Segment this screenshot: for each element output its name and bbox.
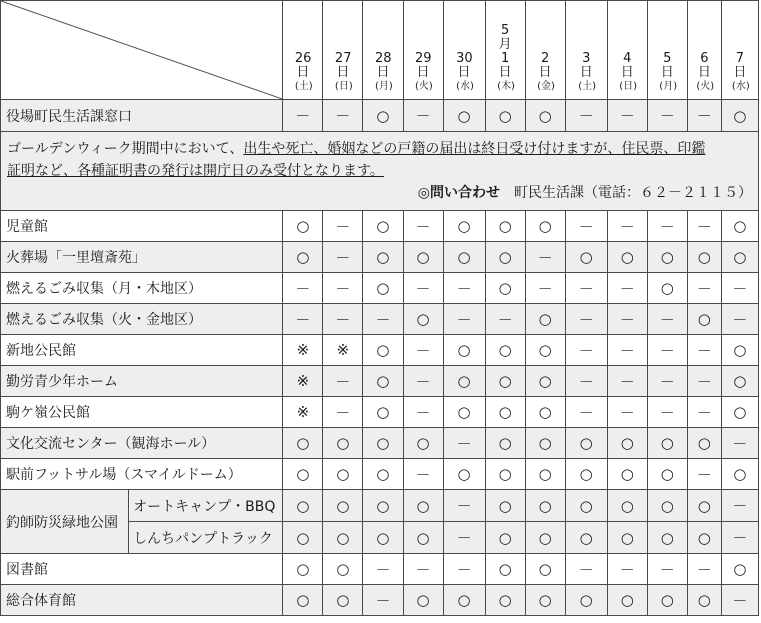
facility-name: 駒ケ嶺公民館 bbox=[1, 397, 283, 428]
status-cell: － bbox=[565, 366, 607, 397]
status-cell: ○ bbox=[363, 428, 403, 459]
day-number: 30 bbox=[456, 51, 473, 66]
status-cell: ○ bbox=[647, 459, 687, 490]
status-cell: － bbox=[687, 554, 721, 585]
status-cell: － bbox=[607, 335, 647, 366]
status-cell: ○ bbox=[323, 490, 363, 522]
diagonal-line bbox=[1, 1, 282, 99]
status-cell: ○ bbox=[283, 459, 323, 490]
status-cell: ○ bbox=[525, 100, 565, 132]
status-cell: － bbox=[363, 304, 403, 335]
status-cell: ○ bbox=[443, 211, 485, 242]
facility-name: 役場町民生活課窓口 bbox=[1, 100, 283, 132]
status-cell: － bbox=[565, 211, 607, 242]
status-cell: ○ bbox=[607, 459, 647, 490]
status-cell: ○ bbox=[363, 211, 403, 242]
day-unit: 日 bbox=[416, 65, 430, 80]
status-cell: ○ bbox=[687, 242, 721, 273]
notice-line1-intro: ゴールデンウィーク期間中において、 bbox=[7, 141, 244, 157]
status-cell: ○ bbox=[283, 490, 323, 522]
status-cell: － bbox=[323, 397, 363, 428]
status-cell: ○ bbox=[443, 335, 485, 366]
status-cell: ○ bbox=[607, 428, 647, 459]
status-cell: ○ bbox=[403, 428, 443, 459]
date-header-8 bbox=[607, 1, 647, 100]
day-unit: 日 bbox=[538, 65, 552, 80]
status-cell: ○ bbox=[607, 585, 647, 616]
status-cell: － bbox=[647, 100, 687, 132]
status-cell: ○ bbox=[525, 366, 565, 397]
status-cell: － bbox=[687, 459, 721, 490]
status-cell: ○ bbox=[403, 522, 443, 554]
status-cell: ○ bbox=[647, 522, 687, 554]
status-cell: ○ bbox=[721, 459, 758, 490]
status-cell: － bbox=[403, 366, 443, 397]
facility-name: 火葬場「一里壇斎苑」 bbox=[1, 242, 283, 273]
status-cell: － bbox=[363, 585, 403, 616]
status-cell: ○ bbox=[363, 490, 403, 522]
status-cell: － bbox=[565, 554, 607, 585]
facility-subrow bbox=[1, 490, 759, 522]
status-cell: － bbox=[283, 273, 323, 304]
status-cell: ○ bbox=[525, 490, 565, 522]
status-cell: ○ bbox=[283, 242, 323, 273]
status-cell: ○ bbox=[607, 490, 647, 522]
status-cell: ※ bbox=[283, 335, 323, 366]
status-cell: － bbox=[607, 554, 647, 585]
weekday-label: (月) bbox=[374, 81, 393, 92]
day-unit: 日 bbox=[733, 65, 747, 80]
status-cell: － bbox=[607, 397, 647, 428]
date-header-1 bbox=[323, 1, 363, 100]
status-cell: ○ bbox=[485, 366, 525, 397]
status-cell: － bbox=[323, 211, 363, 242]
date-header-10 bbox=[687, 1, 721, 100]
status-cell: ○ bbox=[485, 459, 525, 490]
status-cell: － bbox=[323, 304, 363, 335]
status-cell: ○ bbox=[443, 366, 485, 397]
weekday-label: (水) bbox=[456, 81, 474, 92]
status-cell: － bbox=[647, 304, 687, 335]
status-cell: － bbox=[283, 304, 323, 335]
date-header-9 bbox=[647, 1, 687, 100]
park-subfacility-name: オートキャンプ・BBQ bbox=[129, 490, 283, 522]
status-cell: － bbox=[363, 554, 403, 585]
facility-row bbox=[1, 273, 759, 304]
status-cell: ○ bbox=[525, 459, 565, 490]
status-cell: ○ bbox=[283, 522, 323, 554]
status-cell: ○ bbox=[525, 585, 565, 616]
status-cell: － bbox=[647, 211, 687, 242]
status-cell: － bbox=[721, 585, 758, 616]
facility-row bbox=[1, 554, 759, 585]
status-cell: － bbox=[323, 100, 363, 132]
park-group-name: 釣師防災緑地公園 bbox=[1, 490, 129, 554]
day-number: 26 bbox=[294, 51, 312, 66]
weekday-label: (火) bbox=[696, 81, 715, 92]
notice-line2: 証明など、各種証明書の発行は開庁日のみ受付となります。 bbox=[7, 163, 384, 179]
status-cell: ○ bbox=[687, 428, 721, 459]
status-cell: ○ bbox=[721, 397, 758, 428]
status-cell: ○ bbox=[485, 397, 525, 428]
status-cell: ○ bbox=[443, 242, 485, 273]
day-number: 3 bbox=[582, 51, 591, 66]
status-cell: ○ bbox=[721, 554, 758, 585]
status-cell: － bbox=[607, 366, 647, 397]
status-cell: ○ bbox=[485, 428, 525, 459]
facility-name: 児童館 bbox=[1, 211, 283, 242]
date-header-4 bbox=[443, 1, 485, 100]
facility-row bbox=[1, 366, 759, 397]
status-cell: － bbox=[443, 554, 485, 585]
status-cell: ○ bbox=[403, 585, 443, 616]
facility-row bbox=[1, 335, 759, 366]
status-cell: － bbox=[607, 100, 647, 132]
date-header-7 bbox=[565, 1, 607, 100]
day-unit: 日 bbox=[660, 65, 674, 80]
status-cell: ○ bbox=[403, 304, 443, 335]
day-number: 5 bbox=[663, 51, 672, 66]
status-cell: ○ bbox=[565, 585, 607, 616]
day-number: 7 bbox=[735, 51, 745, 66]
status-cell: ○ bbox=[363, 366, 403, 397]
facility-name: 文化交流センター（観海ホール） bbox=[1, 428, 283, 459]
status-cell: ○ bbox=[485, 490, 525, 522]
status-cell: － bbox=[323, 273, 363, 304]
contact-label: ◎問い合わせ bbox=[417, 185, 500, 201]
status-cell: ○ bbox=[363, 459, 403, 490]
status-cell: ○ bbox=[687, 585, 721, 616]
status-cell: ○ bbox=[647, 242, 687, 273]
status-cell: ○ bbox=[721, 100, 758, 132]
status-cell: ○ bbox=[363, 335, 403, 366]
status-cell: ○ bbox=[323, 428, 363, 459]
status-cell: － bbox=[443, 304, 485, 335]
status-cell: － bbox=[687, 397, 721, 428]
facility-name: 燃えるごみ収集（火・金地区） bbox=[1, 304, 283, 335]
status-cell: ○ bbox=[565, 242, 607, 273]
status-cell: ○ bbox=[403, 242, 443, 273]
status-cell: ○ bbox=[363, 242, 403, 273]
status-cell: ○ bbox=[363, 273, 403, 304]
status-cell: ○ bbox=[485, 273, 525, 304]
facility-row bbox=[1, 459, 759, 490]
facility-name: 勤労青少年ホーム bbox=[1, 366, 283, 397]
facility-row bbox=[1, 304, 759, 335]
status-cell: － bbox=[647, 554, 687, 585]
status-cell: － bbox=[687, 211, 721, 242]
notice-row bbox=[1, 132, 759, 211]
status-cell: ○ bbox=[443, 459, 485, 490]
status-cell: ○ bbox=[485, 242, 525, 273]
day-unit: 日 bbox=[336, 65, 350, 80]
day-unit: 日 bbox=[296, 65, 310, 80]
weekday-label: (金) bbox=[537, 81, 555, 92]
status-cell: － bbox=[525, 273, 565, 304]
status-cell: ○ bbox=[607, 242, 647, 273]
facility-row bbox=[1, 428, 759, 459]
weekday-label: (日) bbox=[619, 81, 638, 92]
status-cell: ○ bbox=[721, 242, 758, 273]
facility-row bbox=[1, 211, 759, 242]
status-cell: ○ bbox=[647, 273, 687, 304]
status-cell: ○ bbox=[323, 459, 363, 490]
status-cell: ※ bbox=[323, 335, 363, 366]
status-cell: ○ bbox=[283, 554, 323, 585]
facility-row bbox=[1, 100, 759, 132]
facility-row bbox=[1, 397, 759, 428]
status-cell: － bbox=[485, 304, 525, 335]
status-cell: ○ bbox=[647, 585, 687, 616]
status-cell: － bbox=[565, 335, 607, 366]
weekday-label: (火) bbox=[415, 81, 433, 92]
status-cell: ○ bbox=[485, 554, 525, 585]
date-header-5 bbox=[485, 1, 525, 100]
status-cell: ○ bbox=[565, 490, 607, 522]
status-cell: ○ bbox=[525, 304, 565, 335]
facility-name: 図書館 bbox=[1, 554, 283, 585]
status-cell: － bbox=[403, 100, 443, 132]
park-subfacility-name: しんちパンプトラック bbox=[129, 522, 283, 554]
notice-line1-underlined: 出生や死亡、婚姻などの戸籍の届出は終日受け付けますが、住民票、印鑑 bbox=[243, 141, 706, 157]
status-cell: － bbox=[403, 554, 443, 585]
status-cell: － bbox=[565, 100, 607, 132]
status-cell: － bbox=[565, 273, 607, 304]
status-cell: － bbox=[443, 522, 485, 554]
date-header-6 bbox=[525, 1, 565, 100]
status-cell: ○ bbox=[721, 335, 758, 366]
status-cell: ○ bbox=[323, 522, 363, 554]
status-cell: － bbox=[721, 490, 758, 522]
day-number: 28 bbox=[374, 51, 392, 66]
weekday-label: (日) bbox=[334, 81, 353, 92]
status-cell: － bbox=[403, 397, 443, 428]
status-cell: ※ bbox=[283, 397, 323, 428]
status-cell: ○ bbox=[485, 585, 525, 616]
status-cell: － bbox=[443, 490, 485, 522]
status-cell: － bbox=[403, 273, 443, 304]
facility-name: 新地公民館 bbox=[1, 335, 283, 366]
status-cell: － bbox=[443, 273, 485, 304]
status-cell: ○ bbox=[721, 366, 758, 397]
day-unit: 日 bbox=[620, 65, 634, 80]
facility-row bbox=[1, 242, 759, 273]
status-cell: － bbox=[721, 428, 758, 459]
status-cell: ○ bbox=[687, 522, 721, 554]
status-cell: － bbox=[403, 459, 443, 490]
status-cell: － bbox=[721, 522, 758, 554]
day-unit: 日 bbox=[457, 65, 471, 80]
status-cell: － bbox=[525, 242, 565, 273]
weekday-label: (土) bbox=[578, 81, 597, 92]
status-cell: ○ bbox=[485, 335, 525, 366]
day-number: 29 bbox=[415, 51, 432, 66]
date-header-row bbox=[1, 1, 759, 100]
status-cell: ○ bbox=[363, 100, 403, 132]
day-unit: 日 bbox=[579, 65, 593, 80]
status-cell: － bbox=[647, 335, 687, 366]
status-cell: － bbox=[687, 273, 721, 304]
status-cell: － bbox=[647, 397, 687, 428]
facility-name: 駅前フットサル場（スマイルドーム） bbox=[1, 459, 283, 490]
status-cell: ○ bbox=[525, 397, 565, 428]
status-cell: ○ bbox=[565, 522, 607, 554]
day-number: 1 bbox=[500, 51, 510, 66]
status-cell: ○ bbox=[565, 428, 607, 459]
status-cell: － bbox=[283, 100, 323, 132]
status-cell: ○ bbox=[443, 397, 485, 428]
status-cell: － bbox=[403, 335, 443, 366]
status-cell: ○ bbox=[525, 428, 565, 459]
status-cell: ○ bbox=[525, 335, 565, 366]
status-cell: － bbox=[607, 304, 647, 335]
date-header-2 bbox=[363, 1, 403, 100]
facility-name: 燃えるごみ収集（月・木地区） bbox=[1, 273, 283, 304]
status-cell: ○ bbox=[323, 554, 363, 585]
status-cell: ○ bbox=[443, 100, 485, 132]
status-cell: － bbox=[687, 366, 721, 397]
status-cell: ○ bbox=[607, 522, 647, 554]
status-cell: ○ bbox=[485, 100, 525, 132]
facility-row bbox=[1, 585, 759, 616]
status-cell: － bbox=[565, 304, 607, 335]
status-cell: ○ bbox=[283, 428, 323, 459]
weekday-label: (木) bbox=[497, 81, 515, 92]
status-cell: － bbox=[443, 428, 485, 459]
status-cell: ※ bbox=[283, 366, 323, 397]
contact-info: 町民生活課（電話：６２－２１１５） bbox=[514, 185, 752, 201]
weekday-label: (土) bbox=[294, 81, 313, 92]
status-cell: － bbox=[607, 273, 647, 304]
weekday-label: (水) bbox=[731, 81, 750, 92]
date-header-11 bbox=[721, 1, 758, 100]
status-cell: ○ bbox=[687, 490, 721, 522]
status-cell: － bbox=[403, 211, 443, 242]
status-cell: － bbox=[607, 211, 647, 242]
month-label: 5月 bbox=[498, 23, 512, 52]
status-cell: ○ bbox=[363, 397, 403, 428]
day-unit: 日 bbox=[376, 65, 390, 80]
status-cell: ○ bbox=[721, 211, 758, 242]
status-cell: ○ bbox=[647, 428, 687, 459]
corner-cell bbox=[1, 1, 283, 100]
status-cell: ○ bbox=[687, 304, 721, 335]
status-cell: ○ bbox=[525, 522, 565, 554]
status-cell: ○ bbox=[647, 490, 687, 522]
notice-text bbox=[1, 132, 759, 211]
status-cell: ○ bbox=[323, 585, 363, 616]
status-cell: ○ bbox=[363, 522, 403, 554]
facility-name: 総合体育館 bbox=[1, 585, 283, 616]
status-cell: ○ bbox=[525, 211, 565, 242]
day-number: 6 bbox=[700, 51, 709, 66]
day-unit: 日 bbox=[498, 65, 512, 80]
status-cell: ○ bbox=[525, 554, 565, 585]
status-cell: － bbox=[323, 242, 363, 273]
status-cell: － bbox=[721, 304, 758, 335]
weekday-label: (月) bbox=[659, 81, 678, 92]
status-cell: － bbox=[687, 100, 721, 132]
status-cell: ○ bbox=[443, 585, 485, 616]
status-cell: ○ bbox=[283, 585, 323, 616]
status-cell: － bbox=[721, 273, 758, 304]
status-cell: ○ bbox=[485, 522, 525, 554]
day-number: 4 bbox=[623, 51, 632, 66]
date-header-0 bbox=[283, 1, 323, 100]
status-cell: ○ bbox=[283, 211, 323, 242]
day-number: 27 bbox=[334, 51, 352, 66]
day-unit: 日 bbox=[697, 65, 711, 80]
status-cell: － bbox=[565, 397, 607, 428]
status-cell: ○ bbox=[403, 490, 443, 522]
status-cell: ○ bbox=[565, 459, 607, 490]
status-cell: － bbox=[687, 335, 721, 366]
status-cell: － bbox=[647, 366, 687, 397]
status-cell: ○ bbox=[485, 211, 525, 242]
day-number: 2 bbox=[541, 51, 550, 66]
date-header-3 bbox=[403, 1, 443, 100]
status-cell: － bbox=[323, 366, 363, 397]
